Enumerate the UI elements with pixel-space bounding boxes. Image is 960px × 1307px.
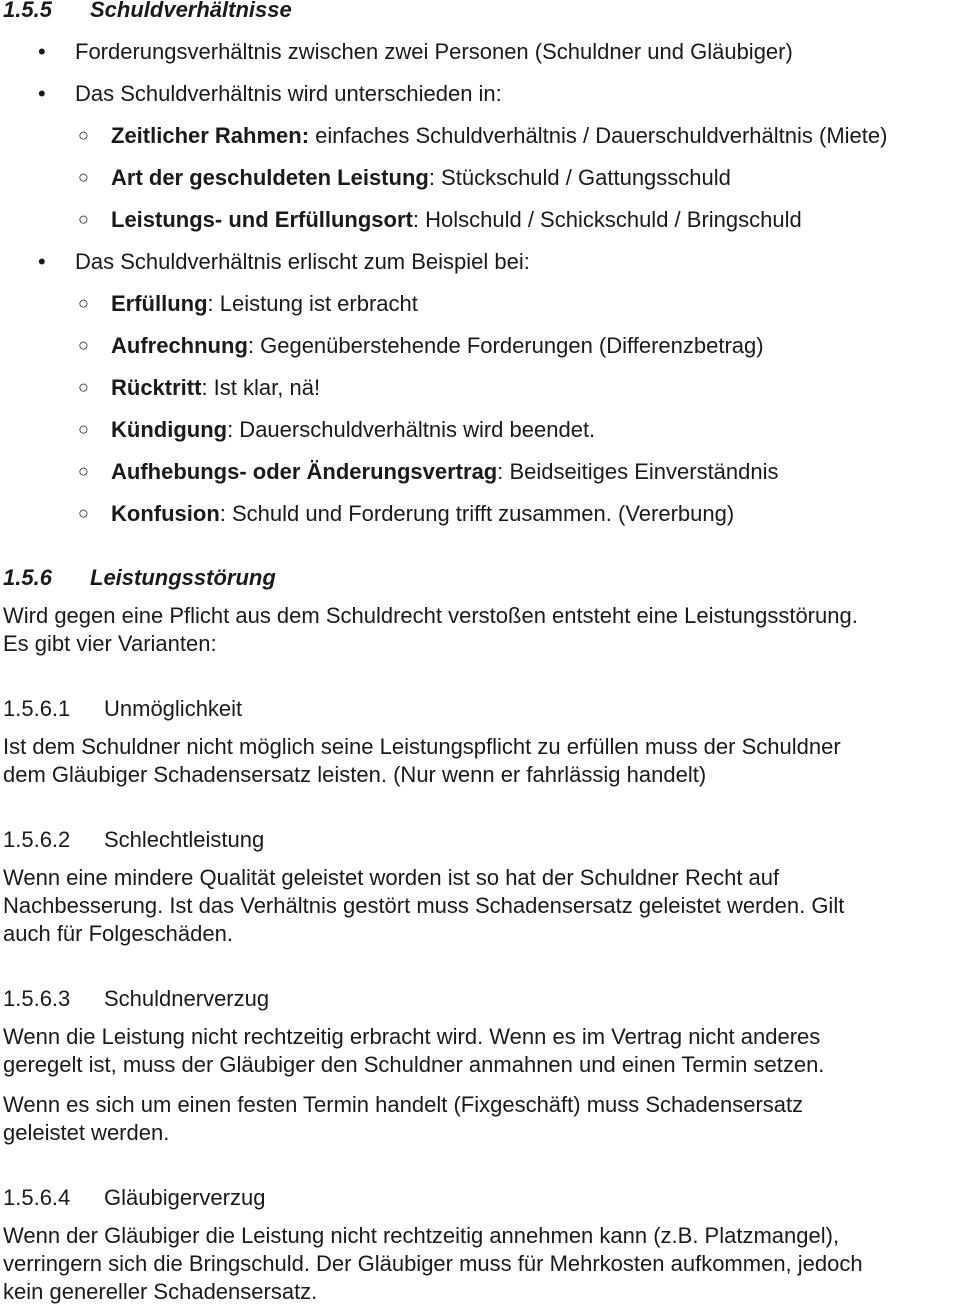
sub-list-item-text: Aufrechnung: Gegenüberstehende Forderungen (Differenzbetrag) xyxy=(111,333,764,358)
circle-bullet-icon: ○ xyxy=(78,209,89,229)
circle-bullet-icon: ○ xyxy=(78,167,89,187)
heading-title: Leistungsstörung xyxy=(90,565,276,590)
circle-bullet-icon: ○ xyxy=(78,503,89,523)
paragraph: Wenn der Gläubiger die Leistung nicht rechtzeitig annehmen kann (z.B. Platzmangel), verringern sich die Bringschuld. Der Gläubiger muss für Mehrkosten aufkommen, jedoch kein genereller Schadensersatz. xyxy=(3,1223,863,1304)
heading-1-5-6-1 xyxy=(3,696,243,722)
heading-1-5-5 xyxy=(3,0,292,23)
circle-bullet-icon: ○ xyxy=(78,125,89,145)
bullet-icon: • xyxy=(38,39,46,64)
circle-bullet-icon: ○ xyxy=(78,461,89,481)
heading-1-5-6-3 xyxy=(3,986,270,1012)
heading-number: 1.5.6.3 xyxy=(3,986,71,1011)
paragraph: Wenn die Leistung nicht rechtzeitig erbracht wird. Wenn es im Vertrag nicht anderes geregelt ist, muss der Gläubiger den Schuldner anmahnen und einen Termin setzen. xyxy=(3,1024,825,1077)
sub-list-item-text: Kündigung: Dauerschuldverhältnis wird beendet. xyxy=(111,417,596,442)
paragraph: Wenn es sich um einen festen Termin handelt (Fixgeschäft) muss Schadensersatz geleistet werden. xyxy=(3,1092,804,1145)
sub-list-item-text: Erfüllung: Leistung ist erbracht xyxy=(111,291,418,316)
circle-bullet-icon: ○ xyxy=(78,377,89,397)
bullet-icon: • xyxy=(38,81,46,106)
heading-title: Unmöglichkeit xyxy=(104,696,243,721)
heading-number: 1.5.5 xyxy=(3,0,52,22)
heading-1-5-6-2 xyxy=(3,827,265,853)
heading-title: Schlechtleistung xyxy=(104,827,265,852)
sub-list-item-text: Rücktritt: Ist klar, nä! xyxy=(111,375,321,400)
sub-list-item-text: Aufhebungs- oder Änderungsvertrag: Beidseitiges Einverständnis xyxy=(111,459,779,484)
heading-1-5-6 xyxy=(3,565,276,591)
heading-number: 1.5.6.2 xyxy=(3,827,71,852)
list-item-text: Forderungsverhältnis zwischen zwei Personen (Schuldner und Gläubiger) xyxy=(75,39,793,64)
paragraph: Ist dem Schuldner nicht möglich seine Leistungspflicht zu erfüllen muss der Schuldner dem Gläubiger Schadensersatz leisten. (Nur wenn er fahrlässig handelt) xyxy=(3,734,841,787)
heading-title: Schuldnerverzug xyxy=(104,986,270,1011)
list-item-text: Das Schuldverhältnis wird unterschieden in: xyxy=(75,81,502,106)
circle-bullet-icon: ○ xyxy=(78,293,89,313)
sub-list-item-text: Leistungs- und Erfüllungsort: Holschuld / Schickschuld / Bringschuld xyxy=(111,207,802,232)
heading-title: Gläubigerverzug xyxy=(104,1185,266,1210)
circle-bullet-icon: ○ xyxy=(78,335,89,355)
bullet-icon: • xyxy=(38,249,46,274)
sub-list-item-text: Konfusion: Schuld und Forderung trifft zusammen. (Vererbung) xyxy=(111,501,735,526)
list-item-text: Das Schuldverhältnis erlischt zum Beispiel bei: xyxy=(75,249,530,274)
paragraph: Wird gegen eine Pflicht aus dem Schuldrecht verstoßen entsteht eine Leistungsstörung. Es gibt vier Varianten: xyxy=(3,603,858,656)
sub-list-item-text: Art der geschuldeten Leistung: Stückschuld / Gattungsschuld xyxy=(111,165,731,190)
heading-title: Schuldverhältnisse xyxy=(90,0,292,22)
heading-number: 1.5.6.1 xyxy=(3,696,71,721)
sub-list-item-text: Zeitlicher Rahmen: einfaches Schuldverhältnis / Dauerschuldverhältnis (Miete) xyxy=(111,123,888,148)
heading-1-5-6-4 xyxy=(3,1185,266,1211)
heading-number: 1.5.6.4 xyxy=(3,1185,71,1210)
paragraph: Wenn eine mindere Qualität geleistet worden ist so hat der Schuldner Recht auf Nachbesserung. Ist das Verhältnis gestört muss Schadensersatz geleistet werden. Gilt auch für Folgeschäden. xyxy=(3,865,845,946)
heading-number: 1.5.6 xyxy=(3,565,52,590)
circle-bullet-icon: ○ xyxy=(78,419,89,439)
